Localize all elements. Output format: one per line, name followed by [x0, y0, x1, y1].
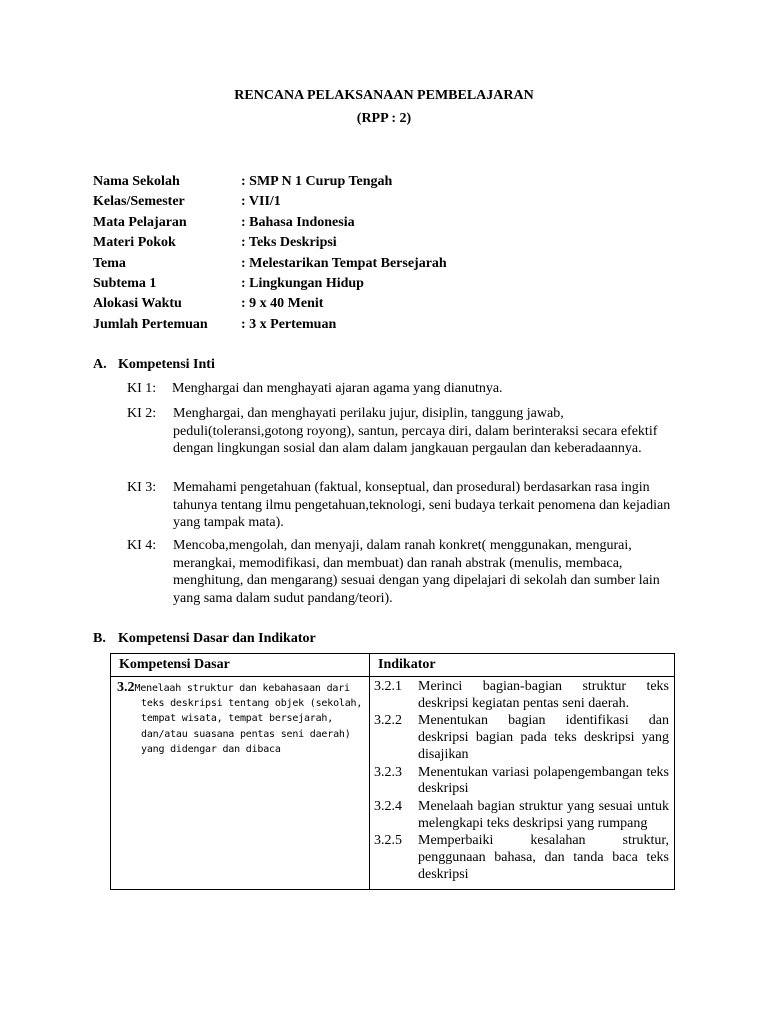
indicator-code: 3.2.1 — [374, 679, 402, 694]
kd-content — [117, 680, 365, 757]
indicator-item — [374, 799, 669, 832]
indicator-text: Menentukan bagian identifikasi dan deskripsi bagian pada teks deskripsi yang disajikan — [418, 713, 669, 762]
ki-text: Menghargai, dan menghayati perilaku jujur, disiplin, tanggung jawab, peduli(toleransi,gotong royong), santun, percaya diri, dalam berinteraksi secara efektif dengan lingkungan sosial dan alam dalam jangkauan pergaulan dan keberadaannya. — [173, 406, 658, 456]
indicator-text: Memperbaiki kesalahan struktur, penggunaan bahasa, dan tanda baca teks deskripsi — [418, 833, 669, 882]
ki-code: KI 4: — [127, 538, 157, 553]
info-value: : VII/1 — [241, 194, 281, 210]
indicator-item — [374, 765, 669, 798]
indicator-text: Merinci bagian-bagian struktur teks deskripsi kegiatan pentas seni daerah. — [418, 679, 669, 711]
ki-text: Memahami pengetahuan (faktual, konseptual, dan prosedural) berdasarkan rasa ingin tahunya tentang ilmu pengetahuan,teknologi, seni budaya terkait penomena dan kejadian yang tampak mata). — [173, 480, 671, 530]
ki-code: KI 3: — [127, 480, 157, 495]
indicator-item — [374, 713, 669, 763]
table-row — [111, 677, 675, 890]
info-label: Materi Pokok — [93, 235, 176, 251]
info-value: : Bahasa Indonesia — [241, 214, 355, 230]
section-letter: A. — [93, 357, 107, 372]
indicator-code: 3.2.2 — [374, 713, 402, 729]
indicator-item — [374, 833, 669, 883]
kd-code: 3.2 — [117, 680, 135, 695]
info-value: : SMP N 1 Curup Tengah — [241, 174, 393, 189]
indicator-text: Menelaah bagian struktur yang sesuai untuk melengkapi teks deskripsi yang rumpang — [418, 798, 669, 831]
section-title: Kompetensi Dasar dan Indikator — [118, 631, 316, 646]
ki-text: Mencoba,mengolah, dan menyaji, dalam ranah konkret( menggunakan, mengurai, merangkai, memodifikasi, dan membuat) dan ranah abstrak (menulis, membaca, menghitung, dan mengarang) sesuai dengan yang dipelajari di sekolah dan sumber lain yang sama dalam sudut pandang/teori). — [173, 538, 660, 606]
info-label: Alokasi Waktu — [93, 296, 182, 312]
indicator-item — [374, 679, 669, 712]
ki-text: Menghargai dan menghayati ajaran agama yang dianutnya. — [172, 381, 503, 396]
kompetensi-dasar-table — [110, 653, 675, 890]
kd-text: Menelaah struktur dan kebahasaan dari teks deskripsi tentang objek (sekolah, tempat wisata, tempat bersejarah, dan/atau suasana pentas seni daerah) yang didengar dan dibaca — [134, 683, 363, 755]
info-value: : Teks Deskripsi — [241, 235, 337, 251]
indicator-text: Menentukan variasi polapengembangan teks deskripsi — [418, 764, 669, 797]
document-subtitle: (RPP : 2) — [356, 111, 412, 126]
section-letter: B. — [93, 631, 106, 646]
indicator-code: 3.2.5 — [374, 833, 402, 849]
table-header-row — [111, 654, 675, 677]
info-value: : 9 x 40 Menit — [241, 296, 324, 312]
section-heading-kompetensi-dasar — [93, 631, 316, 647]
info-value: : 3 x Pertemuan — [241, 316, 337, 332]
kd-cell — [111, 677, 370, 890]
column-header-indikator: Indikator — [370, 654, 675, 677]
ki-code: KI 2: — [127, 406, 157, 421]
indicator-code: 3.2.3 — [374, 764, 402, 780]
info-value: : Lingkungan Hidup — [241, 275, 364, 291]
section-title: Kompetensi Inti — [118, 357, 215, 372]
indicator-code: 3.2.4 — [374, 798, 402, 814]
column-header-kompetensi-dasar: Kompetensi Dasar — [111, 654, 370, 677]
info-label: Nama Sekolah — [93, 174, 180, 189]
info-label: Kelas/Semester — [93, 194, 185, 210]
info-label: Tema — [93, 255, 126, 271]
document-title: RENCANA PELAKSANAAN PEMBELAJARAN — [234, 88, 534, 103]
section-heading-kompetensi-inti — [93, 357, 215, 373]
info-label: Mata Pelajaran — [93, 214, 187, 230]
info-value: : Melestarikan Tempat Bersejarah — [241, 255, 447, 271]
ki-code: KI 1: — [127, 381, 157, 396]
indicator-cell — [370, 677, 675, 890]
info-label: Subtema 1 — [93, 275, 157, 291]
info-label: Jumlah Pertemuan — [93, 316, 208, 332]
